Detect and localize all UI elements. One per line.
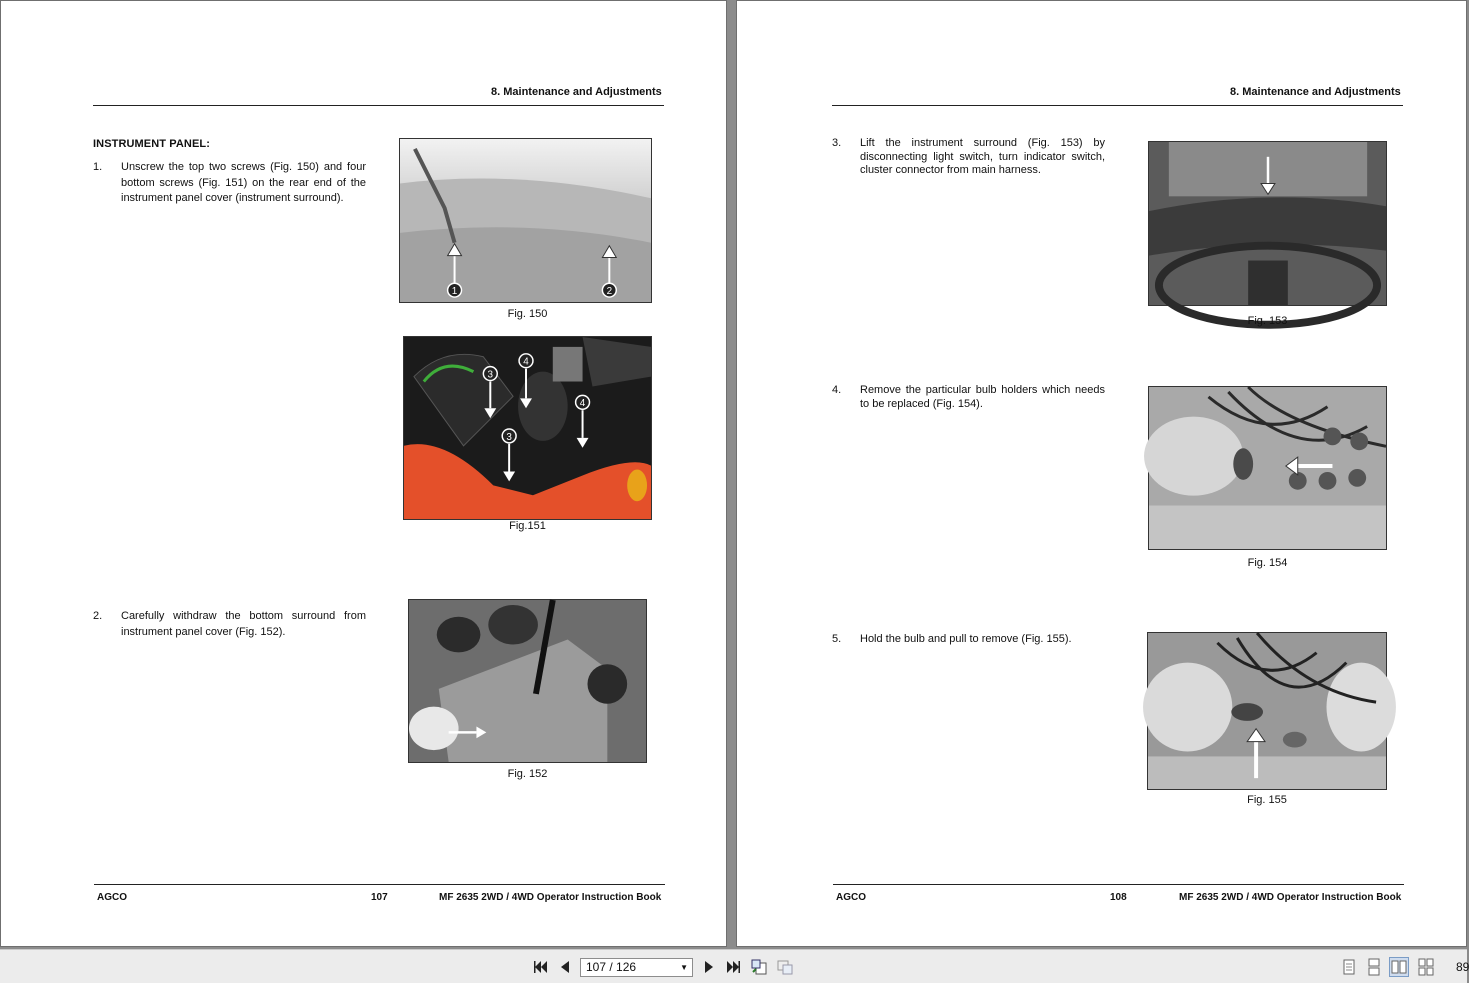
- step-number: 1.: [93, 161, 103, 173]
- first-page-icon[interactable]: [532, 958, 550, 976]
- step-3: [832, 137, 1105, 185]
- callout-3b: 3: [506, 431, 512, 443]
- page-107: [0, 0, 727, 947]
- step-text: Remove the particular bulb holders which needs to be replaced (Fig. 154).: [860, 384, 1105, 410]
- footer-page-number: 107: [371, 892, 388, 903]
- prev-page-icon[interactable]: [556, 958, 574, 976]
- single-page-view-icon[interactable]: [1340, 958, 1358, 976]
- figure-151-caption: Fig.151: [509, 520, 546, 532]
- viewer-toolbar: [0, 949, 1467, 983]
- page-number-select[interactable]: [580, 958, 693, 977]
- page-108: [736, 0, 1467, 947]
- figure-153-caption: Fig. 153: [1247, 315, 1288, 327]
- step-number: 2.: [93, 610, 103, 622]
- page-number-value: 107 / 126: [586, 960, 637, 974]
- step-4: [832, 384, 1105, 416]
- callout-2: 2: [606, 286, 613, 298]
- continuous-facing-view-icon[interactable]: [1417, 958, 1435, 976]
- fit-icon[interactable]: [776, 958, 794, 976]
- header-rule: [832, 105, 1403, 106]
- figure-155-caption: Fig. 155: [1247, 794, 1287, 806]
- step-number: 5.: [832, 633, 842, 645]
- callout-1: 1: [451, 286, 458, 298]
- step-5: [832, 632, 1105, 650]
- figure-150-caption: Fig. 150: [507, 308, 548, 320]
- section-title: INSTRUMENT PANEL:: [93, 138, 210, 150]
- figure-155-image: [1147, 632, 1387, 790]
- footer-book-title: MF 2635 2WD / 4WD Operator Instruction Book: [439, 892, 662, 903]
- callout-4b: 4: [579, 398, 586, 410]
- step-text: Unscrew the top two screws (Fig. 150) and four bottom screws (Fig. 151) on the rear end of the instrument panel cover (instrument surround).: [121, 161, 366, 204]
- step-text: Lift the instrument surround (Fig. 153) by disconnecting light switch, turn indicator switch, cluster connector from main harness.: [860, 137, 1105, 176]
- footer-book-title: MF 2635 2WD / 4WD Operator Instruction Book: [1179, 892, 1402, 903]
- footer-rule: [94, 884, 665, 885]
- figure-154-image: [1148, 386, 1387, 550]
- next-page-icon[interactable]: [700, 958, 718, 976]
- last-page-icon[interactable]: [724, 958, 742, 976]
- figure-151-image: [403, 336, 652, 520]
- footer-rule: [833, 884, 1404, 885]
- continuous-view-icon[interactable]: [1365, 958, 1383, 976]
- footer-brand: AGCO: [836, 892, 866, 903]
- step-1: [93, 160, 366, 210]
- figure-150-image: [399, 138, 652, 303]
- page-header: 8. Maintenance and Adjustments: [491, 86, 662, 98]
- page-header: 8. Maintenance and Adjustments: [1230, 86, 1401, 98]
- step-text: Carefully withdraw the bottom surround from instrument panel cover (Fig. 152).: [121, 610, 366, 638]
- header-rule: [93, 105, 664, 106]
- figure-152-caption: Fig. 152: [507, 768, 548, 780]
- zoom-level[interactable]: 89: [1456, 960, 1469, 974]
- rotate-icon[interactable]: [750, 958, 768, 976]
- callout-4a: 4: [523, 356, 529, 368]
- facing-view-icon[interactable]: [1390, 958, 1408, 976]
- footer-page-number: 108: [1110, 892, 1127, 903]
- chevron-down-icon: ▼: [680, 963, 688, 972]
- step-number: 4.: [832, 384, 842, 396]
- footer-brand: AGCO: [97, 892, 127, 903]
- step-2: [93, 609, 366, 643]
- step-text: Hold the bulb and pull to remove (Fig. 155).: [860, 633, 1072, 645]
- figure-153-image: [1148, 141, 1387, 306]
- callout-3a: 3: [487, 369, 494, 381]
- step-number: 3.: [832, 137, 842, 149]
- figure-154-caption: Fig. 154: [1247, 557, 1288, 569]
- figure-152-image: [408, 599, 647, 763]
